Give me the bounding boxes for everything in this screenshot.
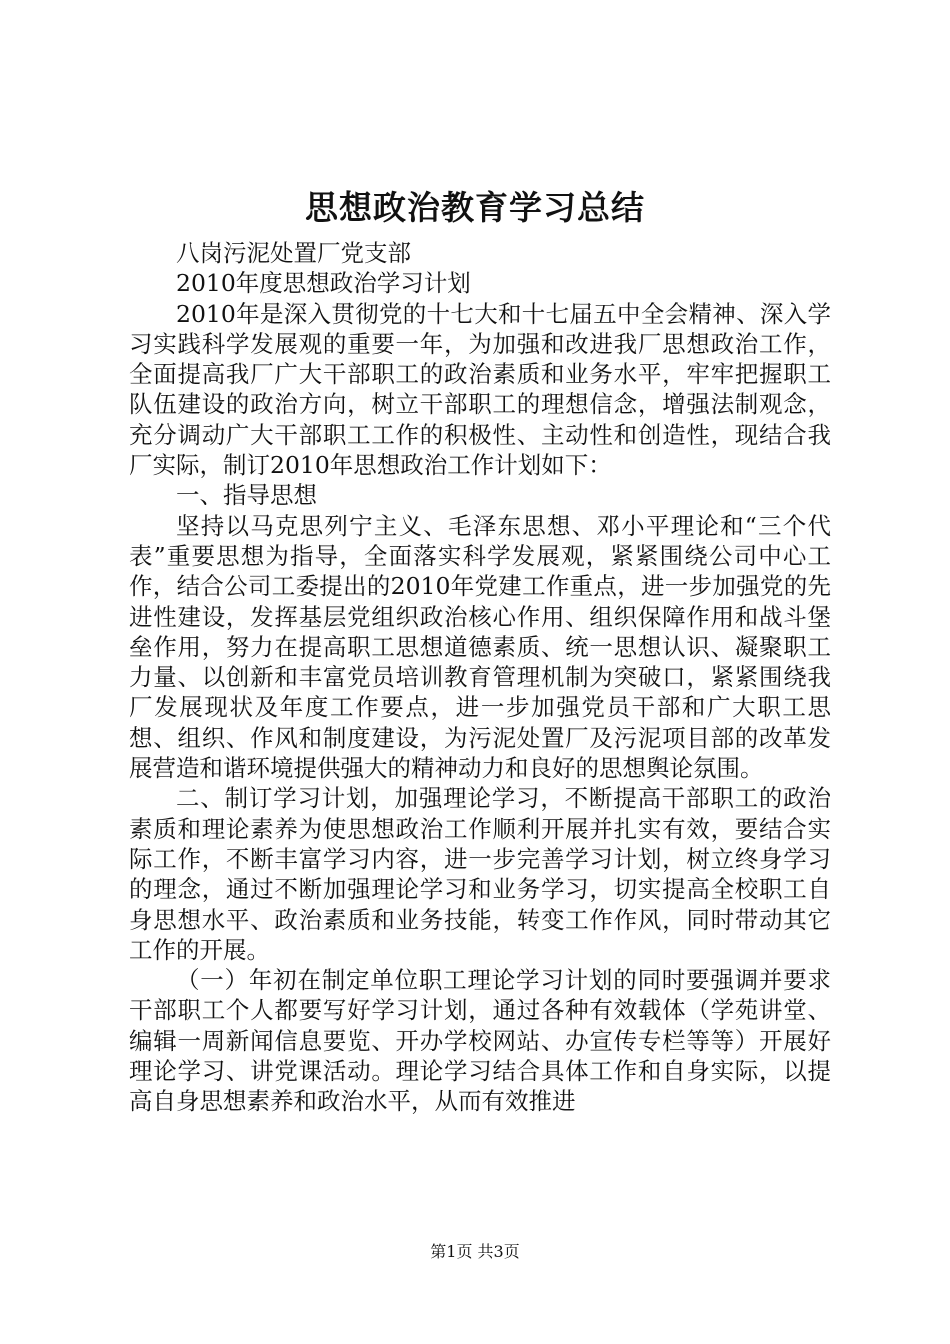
- paragraph-introduction: 2010年是深入贯彻党的十七大和十七届五中全会精神、深入学习实践科学发展观的重要一年，为加强和改进我厂思想政治工作，全面提高我厂广大干部职工的政治素质和业务水平，牢牢把握职工队伍建设的政治方向，树立干部职工的理想信念，增强法制观念，充分调动广大干部职工工作的积极性、主动性和创造性，现结合我厂实际，制订2010年思想政治工作计划如下：: [129, 299, 831, 480]
- paragraph-plan-heading: 2010年度思想政治学习计划: [176, 269, 471, 298]
- document-title: 思想政治教育学习总结: [305, 188, 645, 227]
- document-body: [129, 238, 831, 1117]
- paragraph-item-one: （一）年初在制定单位职工理论学习计划的同时要强调并要求干部职工个人都要写好学习计划，通过各种有效载体（学苑讲堂、编辑一周新闻信息要览、开办学校网站、办宣传专栏等等）开展好理论学习、讲党课活动。理论学习结合具体工作和自身实际，以提高自身思想素养和政治水平，从而有效推进: [129, 966, 831, 1116]
- paragraph-guiding-ideology: 坚持以马克思列宁主义、毛泽东思想、邓小平理论和“三个代表”重要思想为指导，全面落实科学发展观，紧紧围绕公司中心工作，结合公司工委提出的2010年党建工作重点，进一步加强党的先进性建设，发挥基层党组织政治核心作用、组织保障作用和战斗堡垒作用，努力在提高职工思想道德素质、统一思想认识、凝聚职工力量、以创新和丰富党员培训教育管理机制为突破口，紧紧围绕我厂发展现状及年度工作要点，进一步加强党员干部和广大职工思想、组织、作风和制度建设，为污泥处置厂及污泥项目部的改革发展营造和谐环境提供强大的精神动力和良好的思想舆论氛围。: [129, 511, 831, 783]
- paragraph-study-plan: 二、制订学习计划，加强理论学习，不断提高干部职工的政治素质和理论素养为使思想政治工作顺利开展并扎实有效，要结合实际工作，不断丰富学习内容，进一步完善学习计划，树立终身学习的理念，通过不断加强理论学习和业务学习，切实提高全校职工自身思想水平、政治素质和业务技能，转变工作作风，同时带动其它工作的开展。: [129, 784, 831, 964]
- paragraph-organization: 八岗污泥处置厂党支部: [176, 239, 411, 267]
- page-number-footer: 第1页 共3页: [430, 1242, 520, 1261]
- section-heading-guiding-ideology: 一、指导思想: [176, 481, 317, 510]
